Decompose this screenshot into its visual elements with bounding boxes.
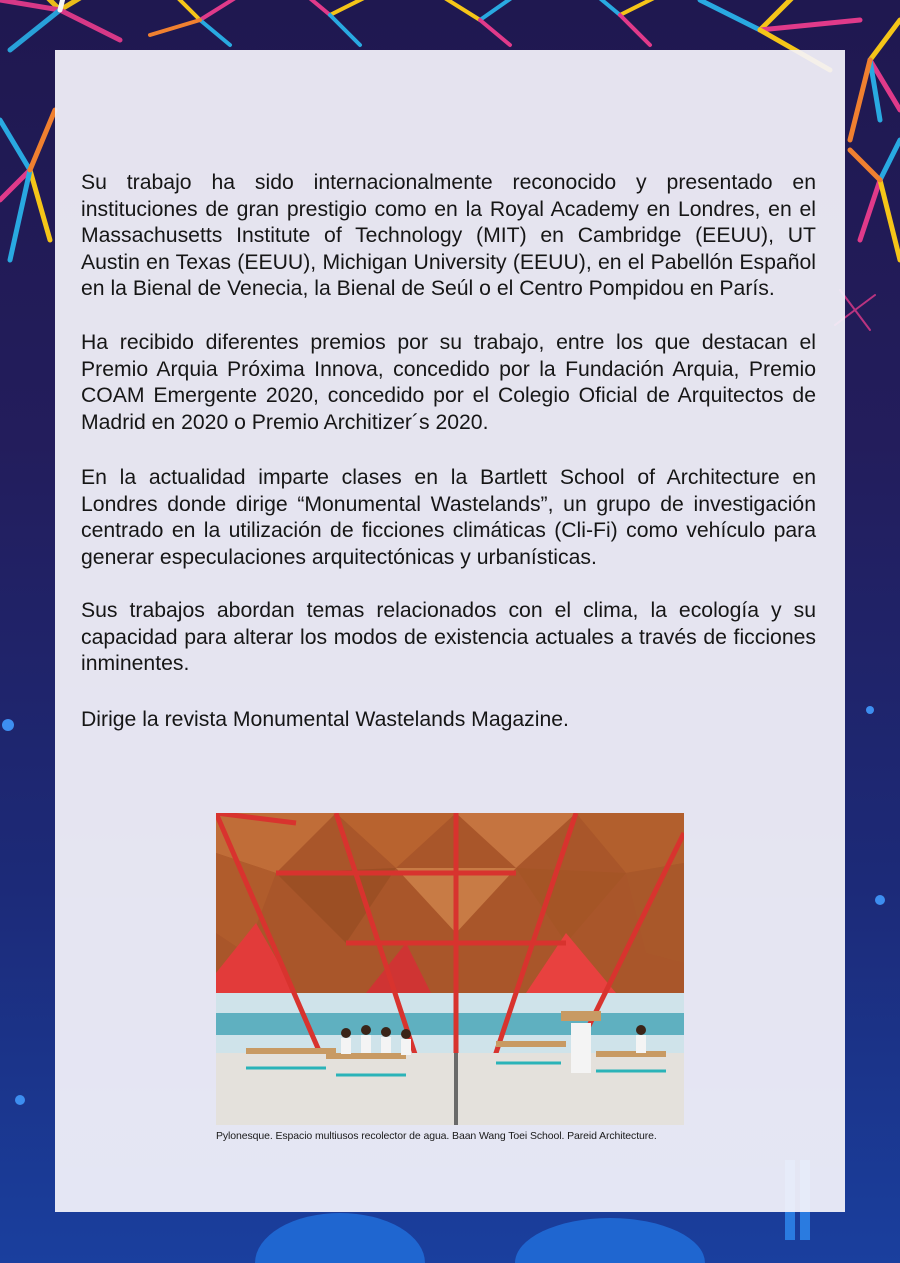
paragraph-research-topics: Sus trabajos abordan temas relacionados con el clima, la ecología y su capacidad para alterar los modos de existencia actuales a través de ficciones inminentes. [81,599,816,675]
paragraph-teaching: En la actualidad imparte clases en la Bartlett School of Architecture en Londres donde dirige “Monumental Wastelands”, un grupo de investigación centrado en la utilización de ficciones climáticas (Cli-Fi) como vehículo para generar especulaciones arquitectónicas y urbanísticas. [81,466,816,569]
paragraph-awards: Ha recibido diferentes premios por su trabajo, entre los que destacan el Premio Arquia Próxima Innova, concedido por la Fundación Arquia, Premio COAM Emergente 2020, concedido por el Colegio Oficial de Arquitectos de Madrid en 2020 o Premio Architizer´s 2020. [81,331,816,434]
paragraph-recognition: Su trabajo ha sido internacionalmente reconocido y presentado en instituciones de gran prestigio como en la Royal Academy en Londres, en el Massachusetts Institute of Technology (MIT) en Cambridge (EEUU), UT Austin en Texas (EEUU), Michigan University (EEUU), en el Pabellón Español en la Bienal de Venecia, la Bienal de Seúl o el Centro Pompidou en París. [81,171,816,300]
paragraph-magazine: Dirige la revista Monumental Wastelands Magazine. [81,708,569,731]
pavilion-photo [216,813,684,1125]
photo-caption: Pylonesque. Espacio multiusos recolector de agua. Baan Wang Toei School. Pareid Architecture. [216,1130,657,1142]
